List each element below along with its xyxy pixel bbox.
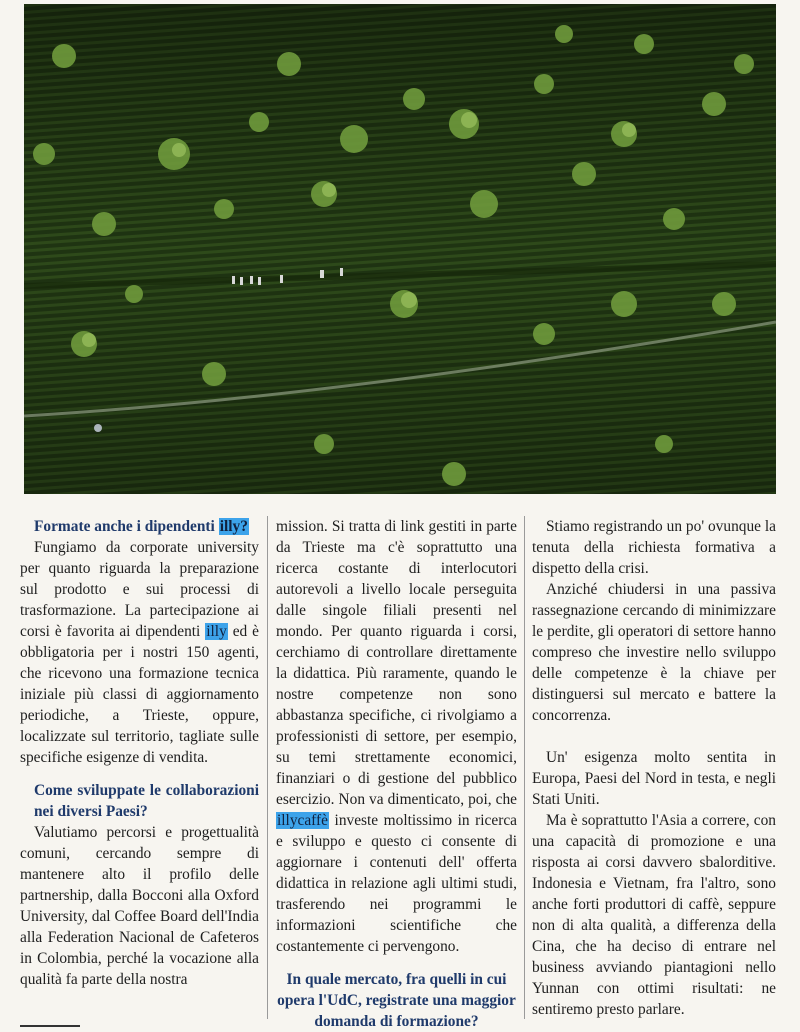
answer-paragraph bbox=[20, 537, 259, 768]
column-1 bbox=[20, 516, 259, 1023]
question-text: Formate anche i dipendenti bbox=[34, 518, 215, 535]
answer-paragraph: Stiamo registrando un po' ovunque la tenuta della richiesta formativa a dispetto della crisi. bbox=[532, 518, 776, 577]
highlighted-term: illycaffè bbox=[277, 812, 328, 829]
paragraph-text: mission. Si tratta di link gestiti in parte da Trieste ma c'è soprattutto una ricerca costante di interlocutori autorevoli a livello locale perseguita dalle singole filiali presenti nel mondo. Per quanto riguarda i corsi, cerchiamo di controllare direttamente la didattica. Più raramente, quando le nostre competenze non sono abbastanza specifiche, ci rivolgiamo a professionisti di settore, per esempio, su temi strettamente economici, finanziari o di gestione del pubblico esercizio. Non va dimenticato, poi, che bbox=[276, 518, 517, 808]
highlighted-term: illy? bbox=[219, 518, 248, 535]
question-heading: Come sviluppate le collaborazioni nei diversi Paesi? bbox=[34, 782, 259, 820]
paragraph-text: ed è obbligatoria per i nostri 150 agenti, che ricevono una formazione tecnica iniziale più classi di aggiornamento periodiche, a Trieste, oppure, localizzate sul territorio, tagliate sulle specifiche esigenze di vendita. bbox=[20, 623, 259, 766]
plantation-photo bbox=[24, 4, 776, 494]
answer-paragraph: Ma è soprattutto l'Asia a correre, con una capacità di promozione e una risposta ai corsi davvero sbalorditive. Indonesia e Vietnam, fra l'altro, sono anche forti produttori di caffè, seppure non di alta qualità, a differenza della Cina, che ha deciso di entrare nel business avviando piantagioni nello Yunnan con ottimi risultati: ne sentiremo presto parlare. bbox=[532, 812, 776, 1018]
column-2 bbox=[276, 516, 517, 1030]
answer-paragraph: Un' esigenza molto sentita in Europa, Paesi del Nord in testa, e negli Stati Uniti. bbox=[532, 749, 776, 808]
question-heading bbox=[20, 516, 259, 537]
answer-paragraph: Anziché chiudersi in una passiva rassegnazione cercando di minimizzare le perdite, gli operatori di settore hanno compreso che investire nello sviluppo delle competenze è la chiave per distinguersi sul mercato e battere la concorrenza. bbox=[532, 581, 776, 724]
answer-paragraph: Valutiamo percorsi e progettualità comuni, cercando sempre di mantenere alto il profilo delle partnership, dalla Bocconi alla Oxford University, dal Coffee Board dell'India alla Federation Nacional de Cafeteros in Colombia, perché la vocazione alla qualità fa parte della nostra bbox=[20, 824, 259, 988]
highlighted-term: illy bbox=[206, 623, 227, 640]
column-divider bbox=[267, 516, 268, 1019]
question-heading: In quale mercato, fra quelli in cui opera l'UdC, registrate una maggior domanda di formazione? bbox=[277, 971, 516, 1030]
plantation-illustration bbox=[24, 4, 776, 494]
answer-paragraph bbox=[276, 516, 517, 957]
column-divider bbox=[524, 516, 525, 1019]
paragraph-text: investe moltissimo in ricerca e sviluppo e questo ci consente di aggiornare i contenuti dell' offerta didattica in relazione agli ultimi studi, trasferendo nei programmi le informazioni scientifiche che costantemente ci pervengono. bbox=[276, 812, 517, 955]
column-3 bbox=[532, 516, 776, 1023]
paragraph-text: Fungiamo da corporate university per quanto riguarda la preparazione sul prodotto e sui processi di trasformazione. La partecipazione ai corsi è favorita ai dipendenti bbox=[20, 539, 259, 640]
